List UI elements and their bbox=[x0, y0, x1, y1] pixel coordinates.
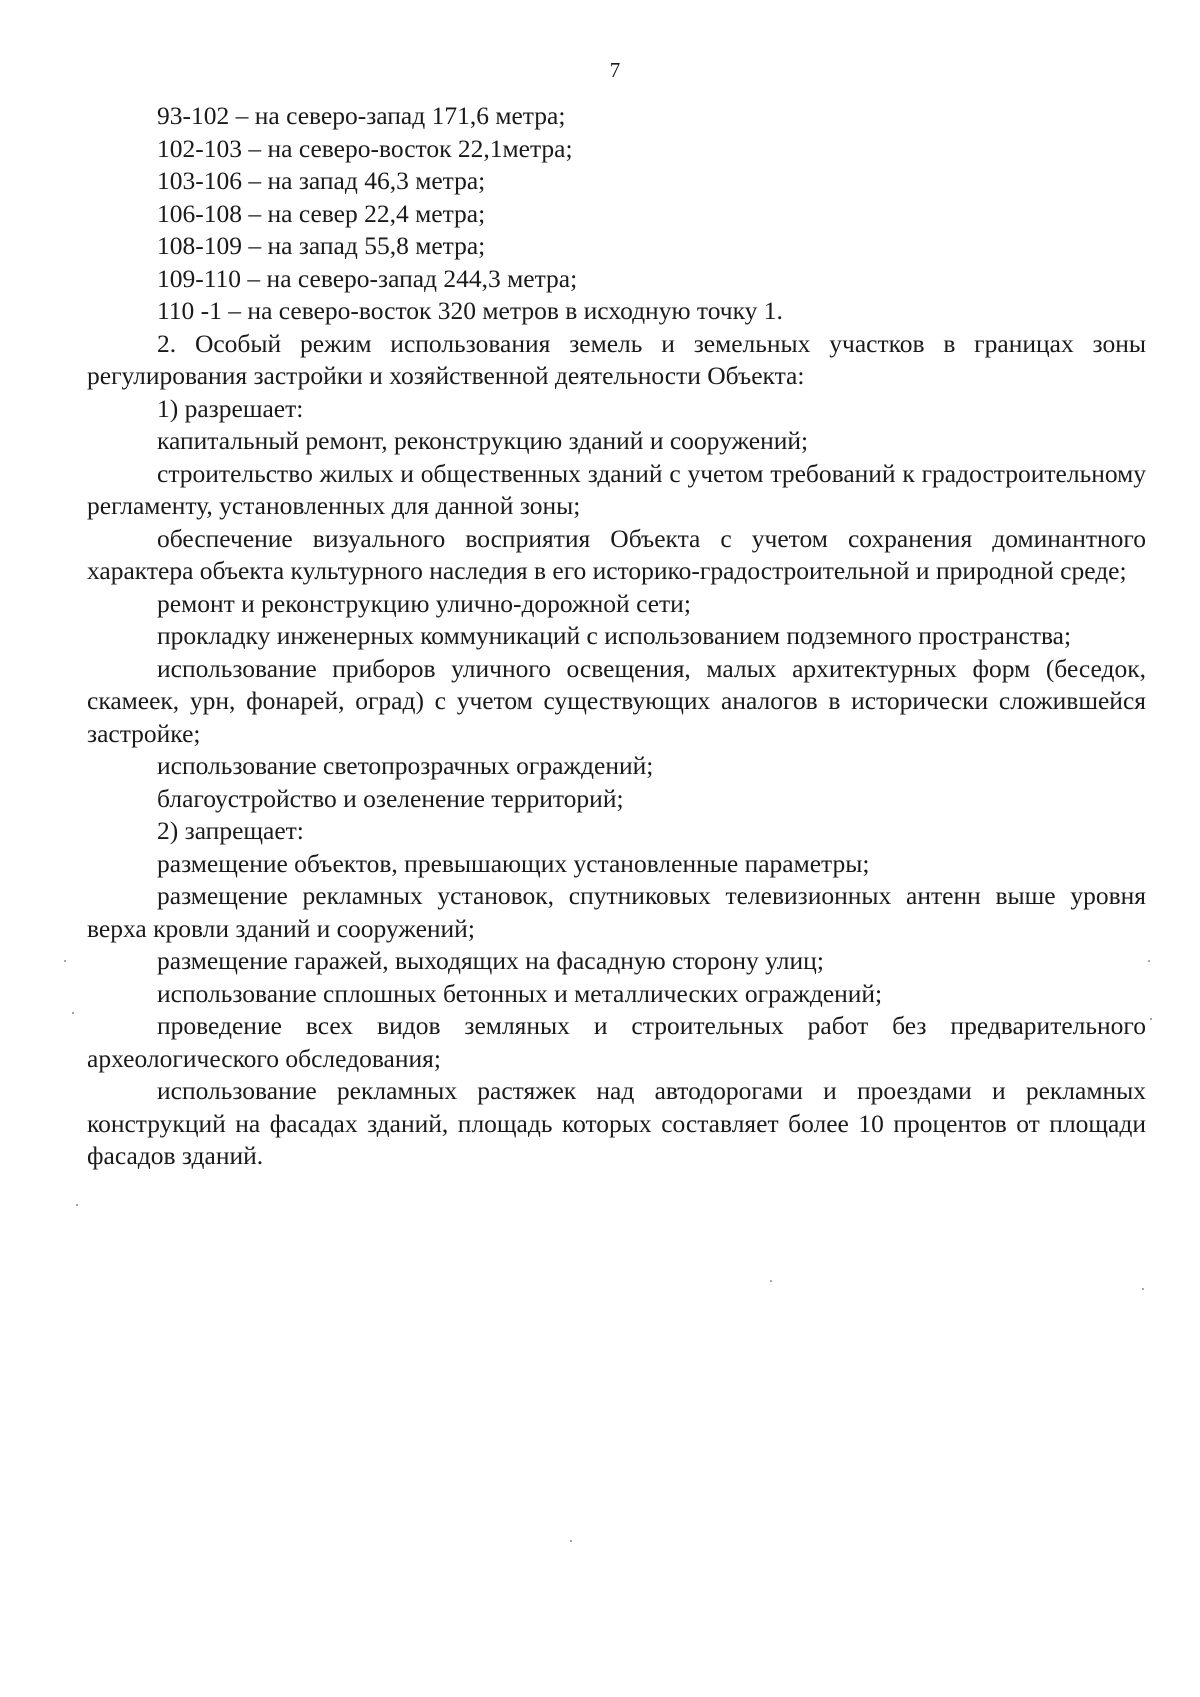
scan-speck bbox=[1150, 1018, 1152, 1020]
prohibits-item-4: использование сплошных бетонных и металлических ограждений; bbox=[157, 978, 883, 1008]
allows-item-1: капитальный ремонт, реконструкцию зданий и сооружений; bbox=[157, 426, 809, 455]
boundary-line-7: 110 -1 – на северо-восток 320 метров в исходную точку 1. bbox=[157, 296, 783, 325]
prohibits-item-1: размещение объектов, превышающих установленные параметры; bbox=[157, 848, 870, 878]
allows-item-3: обеспечение визуального восприятия Объекта с учетом сохранения доминантного характера объекта культурного наследия в его историко-градостроительной и природной среде; bbox=[87, 523, 1146, 585]
prohibits-heading: 2) запрещает: bbox=[157, 816, 304, 845]
allows-item-7: использование светопрозрачных ограждений; bbox=[157, 751, 654, 780]
document-body bbox=[87, 100, 1146, 1173]
scan-speck bbox=[64, 960, 66, 962]
prohibits-item-3: размещение гаражей, выходящих на фасадную сторону улиц; bbox=[157, 946, 824, 975]
prohibits-item-2: размещение рекламных установок, спутниковых телевизионных антенн выше уровня верха кровли зданий и сооружений; bbox=[87, 881, 1146, 943]
scan-speck bbox=[76, 1204, 78, 1206]
allows-item-5: прокладку инженерных коммуникаций с использованием подземного пространства; bbox=[157, 621, 1072, 650]
allows-item-8: благоустройство и озеленение территорий; bbox=[157, 783, 624, 813]
allows-item-4: ремонт и реконструкцию улично-дорожной сети; bbox=[157, 588, 691, 618]
prohibits-item-5: проведение всех видов земляных и строительных работ без предварительного археологического обследования; bbox=[87, 1011, 1146, 1073]
section-2-intro: 2. Особый режим использования земель и земельных участков в границах зоны регулирования застройки и хозяйственной деятельности Объекта: bbox=[87, 328, 1146, 390]
allows-item-6: использование приборов уличного освещения, малых архитектурных форм (беседок, скамеек, урн, фонарей, оград) с учетом существующих аналогов в исторически сложившейся застройке; bbox=[87, 653, 1146, 748]
allows-heading: 1) разрешает: bbox=[157, 393, 304, 423]
scan-speck bbox=[570, 1540, 572, 1542]
scan-speck bbox=[72, 1012, 74, 1014]
boundary-line-4: 106-108 – на север 22,4 метра; bbox=[157, 198, 486, 228]
boundary-line-5: 108-109 – на запад 55,8 метра; bbox=[157, 231, 486, 260]
boundary-line-3: 103-106 – на запад 46,3 метра; bbox=[157, 166, 486, 195]
boundary-line-6: 109-110 – на северо-запад 244,3 метра; bbox=[157, 263, 578, 293]
scan-speck bbox=[770, 1280, 772, 1282]
page-number: 7 bbox=[609, 58, 621, 82]
scan-speck bbox=[1148, 960, 1150, 962]
boundary-line-2: 102-103 – на северо-восток 22,1метра; bbox=[157, 133, 573, 163]
prohibits-item-6: использование рекламных растяжек над автодорогами и проездами и рекламных конструкций на фасадах зданий, площадь которых составляет более 10 процентов от площади фасадов зданий. bbox=[87, 1076, 1146, 1170]
scan-speck bbox=[1142, 1288, 1144, 1290]
allows-item-2: строительство жилых и общественных зданий с учетом требований к градостроительному регламенту, установленных для данной зоны; bbox=[87, 458, 1146, 520]
boundary-line-1: 93-102 – на северо-запад 171,6 метра; bbox=[157, 101, 566, 130]
